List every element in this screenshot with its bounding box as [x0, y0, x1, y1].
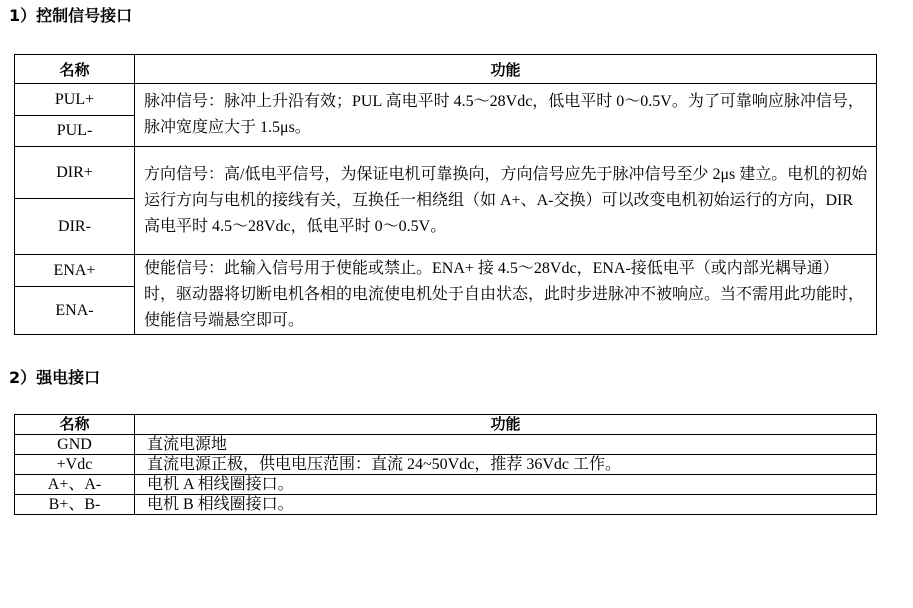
header-name: 名称	[15, 415, 135, 435]
signal-name-ena-plus: ENA+	[15, 255, 135, 287]
power-name-phase-a: A+、A-	[15, 475, 135, 495]
table-row	[15, 455, 877, 475]
power-interface-table	[14, 414, 877, 515]
power-name-phase-b: B+、B-	[15, 495, 135, 515]
section-title-power: 2）强电接口	[9, 368, 101, 387]
table-row	[15, 147, 877, 199]
power-function-vdc: 直流电源正极，供电电压范围：直流 24~50Vdc，推荐 36Vdc 工作。	[135, 455, 877, 475]
power-function-phase-b: 电机 B 相线圈接口。	[135, 495, 877, 515]
power-function-gnd: 直流电源地	[135, 435, 877, 455]
signal-function-ena: 使能信号：此输入信号用于使能或禁止。ENA+ 接 4.5～28Vdc，ENA-接低电平（或内部光耦导通）时，驱动器将切断电机各相的电流使电机处于自由状态，此时步进脉冲不被响应。当不需用此功能时，使能信号端悬空即可。	[135, 255, 877, 335]
signal-function-pul: 脉冲信号：脉冲上升沿有效；PUL 高电平时 4.5～28Vdc，低电平时 0～0.5V。为了可靠响应脉冲信号，脉冲宽度应大于 1.5μs。	[135, 84, 877, 147]
control-signal-table	[14, 54, 877, 335]
power-function-phase-a: 电机 A 相线圈接口。	[135, 475, 877, 495]
signal-name-ena-minus: ENA-	[15, 287, 135, 335]
signal-name-pul-minus: PUL-	[15, 116, 135, 147]
table-row	[15, 495, 877, 515]
power-name-vdc: +Vdc	[15, 455, 135, 475]
header-function: 功能	[135, 55, 877, 84]
table-row	[15, 435, 877, 455]
signal-function-dir: 方向信号：高/低电平信号，为保证电机可靠换向，方向信号应先于脉冲信号至少 2μs 建立。电机的初始运行方向与电机的接线有关，互换任一相绕组（如 A+、A-交换）可以改变电机初始运行的方向，DIR 高电平时 4.5～28Vdc，低电平时 0～0.5V。	[135, 147, 877, 255]
table-header-row	[15, 415, 877, 435]
table-row	[15, 475, 877, 495]
table-row	[15, 84, 877, 116]
signal-name-dir-minus: DIR-	[15, 199, 135, 255]
signal-name-dir-plus: DIR+	[15, 147, 135, 199]
section-title-control-signal: 1）控制信号接口	[9, 6, 133, 25]
table-row	[15, 255, 877, 287]
header-name: 名称	[15, 55, 135, 84]
power-name-gnd: GND	[15, 435, 135, 455]
table-header-row	[15, 55, 877, 84]
header-function: 功能	[135, 415, 877, 435]
signal-name-pul-plus: PUL+	[15, 84, 135, 116]
